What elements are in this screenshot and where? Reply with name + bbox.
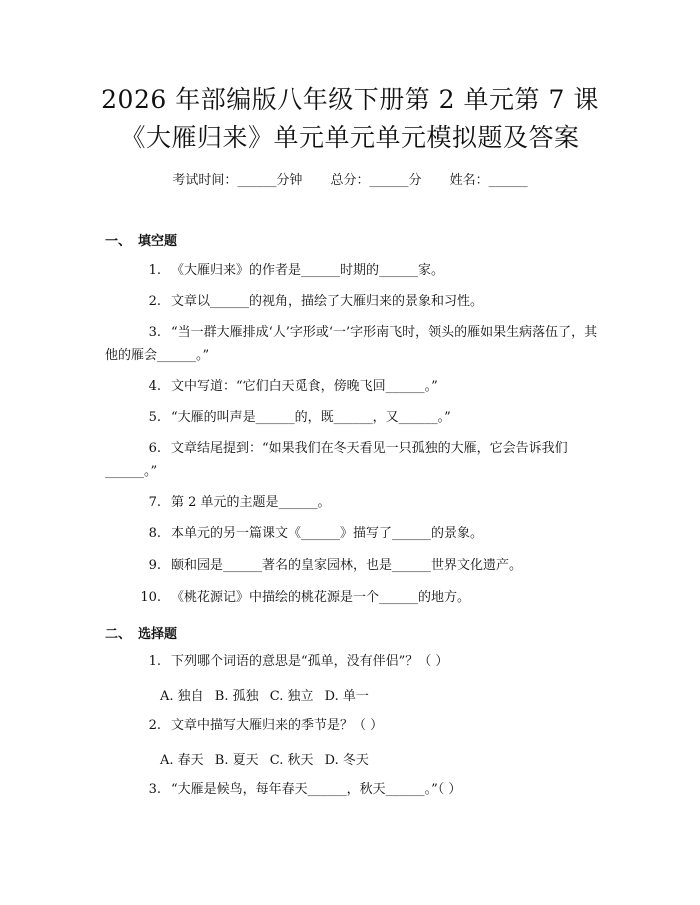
question-number: 7. [148,495,161,510]
question-text: 颐和园是______著名的皇家园林，也是______世界文化遗产。 [171,558,523,573]
question-number: 8. [148,526,161,541]
question-text: 文中写道：“它们白天觅食，傍晚飞回______。” [171,379,438,394]
question-number: 2. [148,718,161,733]
exam-score: 总分：______分 [330,173,422,188]
question-number: 4. [148,379,161,394]
option-b[interactable]: B. 孤独 [214,689,259,704]
question-number: 6. [148,441,161,456]
fill-question-3 [105,321,605,367]
option-c[interactable]: C. 秋天 [269,753,314,768]
question-text: 下列哪个词语的意思是“孤单，没有伴侣”？（ ） [171,654,449,669]
choice-question-3 [105,778,605,801]
option-b[interactable]: B. 夏天 [214,753,259,768]
section-number: 二、 [105,627,132,642]
section-number: 一、 [105,234,132,249]
fill-question-6 [105,437,605,483]
choice-options-1 [160,685,376,704]
fill-question-2 [105,290,605,313]
question-number: 9. [148,558,161,573]
question-text: 《桃花源记》中描绘的桃花源是一个______的地方。 [171,590,471,605]
question-number: 1. [148,263,161,278]
section-title: 填空题 [138,234,178,249]
option-d[interactable]: D. 单一 [324,689,369,704]
question-number: 2. [148,294,161,309]
question-text: 文章结尾提到：“如果我们在冬天看见一只孤独的大雁，它会告诉我们______。” [105,441,568,479]
question-text: 文章以______的视角，描绘了大雁归来的景象和习性。 [171,294,484,309]
title-line-2: 《大雁归来》单元单元单元模拟题及答案 [120,123,580,152]
choice-options-2 [160,749,376,768]
question-number: 3. [148,325,161,340]
title-line-1: 2026 年部编版八年级下册第 2 单元第 7 课 [101,85,599,114]
option-c[interactable]: C. 独立 [269,689,314,704]
exam-info [0,169,700,188]
exam-time: 考试时间：______分钟 [172,173,303,188]
question-text: 《大雁归来》的作者是______时期的______家。 [171,263,445,278]
option-d[interactable]: D. 冬天 [324,753,369,768]
choice-question-1 [105,650,605,673]
question-number: 10. [140,590,161,605]
fill-question-1 [105,259,605,282]
option-a[interactable]: A. 独自 [160,689,204,704]
question-text: “大雁是候鸟，每年春天______，秋天______。”（ ） [171,782,462,797]
question-text: “当一群大雁排成‘人’字形或‘一’字形南飞时，领头的雁如果生病落伍了，其他的雁会______。” [105,325,598,363]
question-text: 第 2 单元的主题是______。 [171,495,331,510]
question-number: 3. [148,782,161,797]
section-fill-heading [105,230,177,249]
fill-question-4 [105,375,605,398]
fill-question-8 [105,522,605,545]
fill-question-10 [105,586,605,609]
fill-question-7 [105,491,605,514]
question-text: 文章中描写大雁归来的季节是？（ ） [171,718,384,733]
choice-question-2 [105,714,605,737]
question-text: 本单元的另一篇课文《______》描写了______的景象。 [171,526,484,541]
section-choice-heading [105,623,177,642]
option-a[interactable]: A. 春天 [160,753,204,768]
student-name: 姓名：______ [449,173,528,188]
question-text: “大雁的叫声是______的，既______，又______。” [171,410,451,425]
section-title: 选择题 [138,627,178,642]
question-number: 1. [148,654,161,669]
fill-question-5 [105,406,605,429]
question-number: 5. [148,410,161,425]
fill-question-9 [105,554,605,577]
